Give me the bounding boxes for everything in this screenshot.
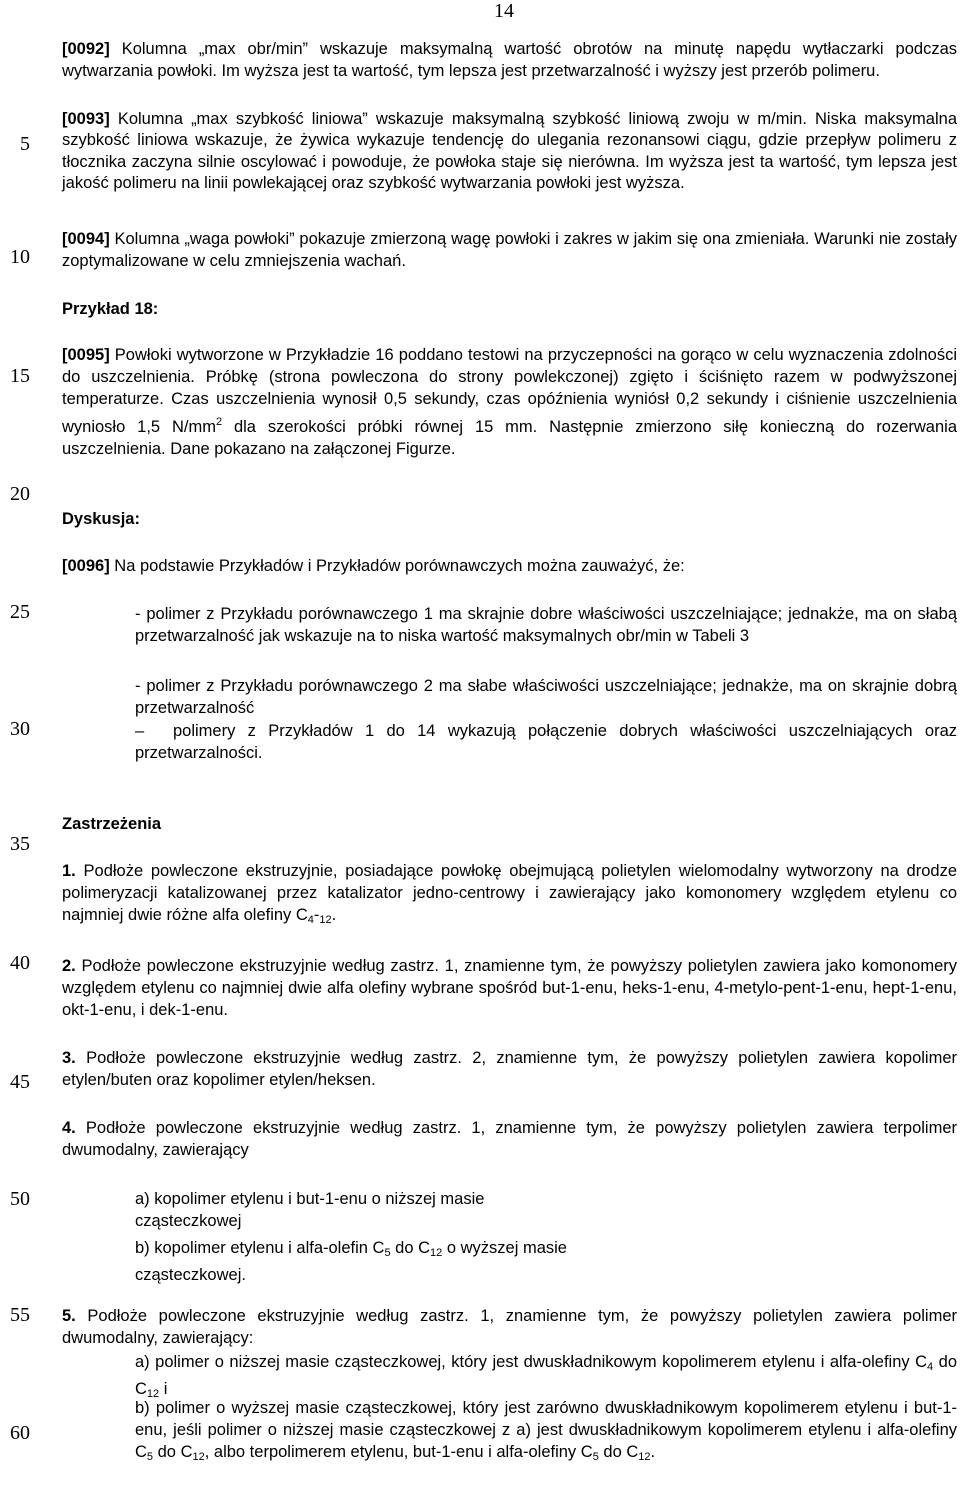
discussion-item: - polimer z Przykładu porównawczego 2 ma słabe właściwości uszczelniające; jednakże, ma on skrajnie dobrą przetwarzalność xyxy=(135,677,957,718)
paragraph-tag: [0092] xyxy=(62,40,110,58)
paragraph-tag: [0094] xyxy=(62,230,110,248)
subscript: 5 xyxy=(592,1451,599,1464)
line-number: 25 xyxy=(10,601,30,623)
paragraph-text: Kolumna „waga powłoki” pokazuje zmierzoną wagę powłoki i zakres w jakim się ona zmieniała. Warunki nie zostały zoptymalizowane w celu zmniejszenia wachań. xyxy=(62,230,957,271)
claim-text: a) polimer o niższej masie cząsteczkowej, który jest dwuskładnikowym kopolimerem etylenu i alfa-olefiny C xyxy=(135,1353,928,1371)
line-number: 40 xyxy=(10,952,30,974)
paragraph-text: Kolumna „max obr/min” wskazuje maksymalną wartość obrotów na minutę napędu wytłaczarki podczas wytwarzania powłoki. Im wyższa jest ta wartość, tym lepsza jest przetwarzalność i wyższy jest przerób polimeru. xyxy=(62,40,957,81)
subscript: 12 xyxy=(638,1451,651,1464)
line-number: 45 xyxy=(10,1071,30,1093)
claim-text: do C xyxy=(390,1239,431,1257)
line-number: 60 xyxy=(10,1422,30,1444)
example-heading: Przykład 18: xyxy=(62,300,159,318)
claim-text: - xyxy=(313,906,320,925)
page-number: 14 xyxy=(494,0,514,22)
paragraph-text: Na podstawie Przykładów i Przykładów porównawczych można zauważyć, że: xyxy=(114,557,685,575)
subscript: 12 xyxy=(430,1247,443,1259)
claim-text: . xyxy=(331,906,337,925)
line-number: 10 xyxy=(10,246,30,268)
discussion-item: - polimer z Przykładu porównawczego 1 ma skrajnie dobre właściwości uszczelniające; jednakże, ma on słabą przetwarzalność jak wskazuje na to niska wartość maksymalnych obr/min w Tabeli 3 xyxy=(135,605,957,646)
discussion-heading: Dyskusja: xyxy=(62,510,140,528)
claim-5 xyxy=(62,1305,957,1349)
paragraph-tag: [0093] xyxy=(62,110,110,128)
claim-text: Podłoże powleczone ekstruzyjnie według zastrz. 2, znamienne tym, że powyższy polietylen zawiera kopolimer etylen/buten oraz kopolimer etylen/heksen. xyxy=(62,1049,957,1090)
discussion-item-text: polimery z Przykładów 1 do 14 wykazują połączenie dobrych właściwości uszczelniających oraz przetwarzalności. xyxy=(135,722,957,763)
claim-text: i xyxy=(159,1380,168,1399)
claim-text: do C xyxy=(153,1443,193,1462)
superscript: 2 xyxy=(215,415,223,428)
subscript: 12 xyxy=(146,1388,160,1401)
claim-text: do C xyxy=(135,1353,958,1399)
claim-text: o wyższej masie cząsteczkowej. xyxy=(135,1239,567,1285)
line-number: 30 xyxy=(10,718,30,740)
subscript: 5 xyxy=(146,1451,154,1464)
claim-4-item-b xyxy=(135,1237,575,1286)
paragraph-0095 xyxy=(62,344,957,460)
line-number: 5 xyxy=(20,133,30,155)
claim-1 xyxy=(62,860,957,932)
claim-text: Podłoże powleczone ekstruzyjnie według zastrz. 1, znamienne tym, że powyższy polietylen zawiera terpolimer dwumodalny, zawierający xyxy=(62,1119,957,1160)
line-number: 50 xyxy=(10,1188,30,1210)
paragraph-0093 xyxy=(62,109,957,194)
claim-number: 3. xyxy=(62,1049,76,1067)
claim-2 xyxy=(62,955,957,1022)
claim-3 xyxy=(62,1047,957,1091)
claim-number: 5. xyxy=(62,1307,76,1325)
claim-text: b) polimer o wyższej masie cząsteczkowej, który jest zarówno dwuskładnikowym kopolimerem etylenu i but-1-enu, jeśli polimer o niższej masie cząsteczkowej z a) jest dwuskładnikowym kopolimerem etylenu i alfa-olefiny C xyxy=(135,1399,957,1462)
claim-text: Podłoże powleczone ekstruzyjnie, posiadające powłokę obejmującą polietylen wielomodalny wytworzony na drodze polimeryzacji katalizowanej przez katalizator jedno-centrowy i zawierający jako komonomery względem etylenu co najmniej dwie różne alfa olefiny C xyxy=(62,862,957,925)
paragraph-0092 xyxy=(62,38,957,82)
claim-text: , albo terpolimerem etylenu, but-1-enu i alfa-olefiny C xyxy=(204,1443,593,1462)
paragraph-text: Kolumna „max szybkość liniowa” wskazuje maksymalną szybkość liniową zwoju w m/min. Niska maksymalna szybkość liniowa wskazuje, że żywica wykazuje tendencję do ulegania rezonansowi ciągu, gdzie przepływ polimeru z tłocznika zaczyna silnie oscylować i powoduje, że powłoka staje się nierówna. Im wyższa jest ta wartość, tym lepsza jest jakość polimeru na linii powlekającej oraz szybkość wytwarzania powłoki jest wyższa. xyxy=(62,110,958,192)
line-number: 20 xyxy=(10,483,30,505)
paragraph-text: Powłoki wytworzone w Przykładzie 16 poddano testowi na przyczepności na gorąco w celu wyznaczenia zdolności do uszczelnienia. Próbkę (strona powleczona do strony powlekczonej) zgięto i ściśnięto razem w podwyższonej temperaturze. Czas uszczelnienia wynosił 0,5 sekundy, czas opóźnienia wyniósł 0,2 sekundy i ciśnienie uszczelnienia wyniosło 1,5 N/mm xyxy=(62,346,957,436)
subscript: 4 xyxy=(307,914,314,927)
paragraph-0094 xyxy=(62,228,957,272)
subscript: 4 xyxy=(927,1361,934,1373)
line-number: 35 xyxy=(10,833,30,855)
claim-text: . xyxy=(650,1443,656,1462)
paragraph-tag: [0095] xyxy=(62,346,110,364)
claim-number: 1. xyxy=(62,862,76,880)
subscript: 12 xyxy=(192,1451,205,1464)
dash-marker: – xyxy=(135,722,145,740)
claim-text: Podłoże powleczone ekstruzyjnie według zastrz. 1, znamienne tym, że powyższy polietylen zawiera polimer dwumodalny, zawierający: xyxy=(62,1307,957,1348)
claims-heading: Zastrzeżenia xyxy=(62,815,162,833)
subscript: 5 xyxy=(384,1247,391,1259)
claim-text: b) kopolimer etylenu i alfa-olefin C xyxy=(135,1239,385,1257)
claim-5-item-b xyxy=(135,1397,957,1469)
claim-number: 4. xyxy=(62,1119,76,1137)
line-number: 55 xyxy=(10,1304,30,1326)
discussion-item xyxy=(135,720,957,764)
line-number: 15 xyxy=(10,365,30,387)
claim-text: do C xyxy=(598,1443,639,1462)
claim-number: 2. xyxy=(62,957,76,975)
paragraph-tag: [0096] xyxy=(62,557,110,575)
subscript: 12 xyxy=(319,914,332,927)
paragraph-text: dla szerokości próbki równej 15 mm. Następnie zmierzono siłę konieczną do rozerwania uszczelnienia. Dane pokazano na załączonej Figurze. xyxy=(62,417,957,458)
paragraph-0096 xyxy=(62,555,957,577)
claim-text: Podłoże powleczone ekstruzyjnie według zastrz. 1, znamienne tym, że powyższy polietylen zawiera jako komonomery względem etylenu co najmniej dwie alfa olefiny wybrane spośród but-1-enu, heks-1-enu, 4-metylo-pent-1-enu, hept-1-enu, okt-1-enu, i dek-1-enu. xyxy=(62,957,957,1020)
claim-4-item-a: a) kopolimer etylenu i but-1-enu o niższej masie cząsteczkowej xyxy=(135,1190,485,1231)
claim-4 xyxy=(62,1117,957,1161)
